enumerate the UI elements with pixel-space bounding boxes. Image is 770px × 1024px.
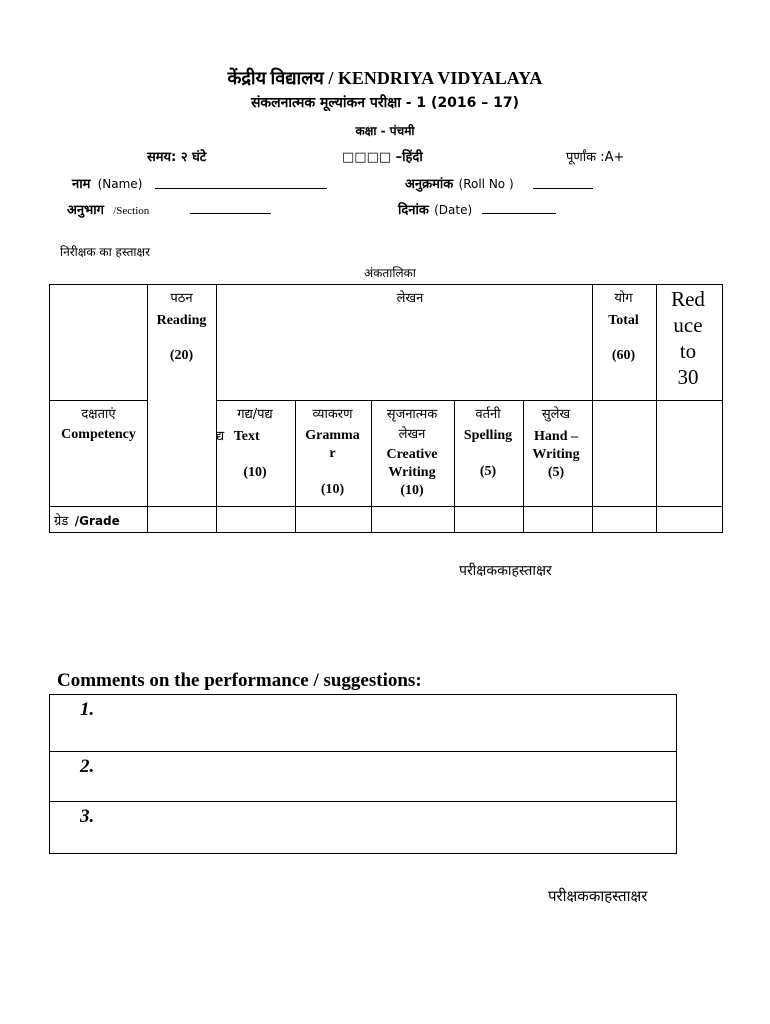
reading-header bbox=[147, 290, 216, 365]
grade-en: /Grade bbox=[74, 514, 120, 528]
total-en: Total bbox=[608, 313, 639, 328]
roll-label-en: (Roll No ) bbox=[458, 177, 514, 191]
reading-hi: पठन bbox=[170, 291, 193, 306]
creative-en-1: Creative bbox=[386, 447, 438, 462]
comment-row-3[interactable] bbox=[50, 802, 677, 854]
text-en: Text bbox=[233, 429, 260, 444]
reduce-word-1: Red bbox=[671, 287, 705, 311]
comments-heading: Comments on the performance / suggestions: bbox=[57, 670, 422, 691]
comments-table bbox=[49, 694, 677, 854]
reading-en: Reading bbox=[156, 313, 207, 328]
exam-title: संकलनात्मक मूल्यांकन परीक्षा - 1 (2016 – 17) bbox=[250, 95, 520, 111]
examiner-signature-1: परीक्षककाहस्ताक्षर bbox=[459, 563, 552, 579]
roll-label-hi: अनुक्रमांक bbox=[405, 177, 454, 192]
grade-grammar-cell[interactable] bbox=[296, 507, 372, 533]
handwriting-hi: सुलेख bbox=[541, 407, 571, 422]
grade-creative-cell[interactable] bbox=[372, 507, 455, 533]
name-label-en: (Name) bbox=[97, 177, 143, 191]
creative-hi-2: लेखन bbox=[398, 427, 426, 442]
text-line-2 bbox=[216, 428, 294, 446]
spelling-marks: (5) bbox=[479, 464, 497, 479]
total-header bbox=[592, 290, 655, 365]
spelling-hi: वर्तनी bbox=[475, 407, 501, 422]
writing-header: लेखन bbox=[396, 291, 424, 306]
grade-header bbox=[54, 512, 120, 531]
name-field-label bbox=[72, 174, 142, 192]
roll-field-label bbox=[405, 174, 514, 192]
text-header bbox=[216, 406, 294, 482]
reading-marks: (20) bbox=[169, 348, 194, 363]
grade-reading-cell[interactable] bbox=[148, 507, 217, 533]
date-field-label bbox=[398, 200, 472, 218]
handwriting-marks: (5) bbox=[547, 465, 565, 480]
creative-marks: (10) bbox=[400, 483, 424, 498]
grade-total-cell[interactable] bbox=[593, 507, 657, 533]
handwriting-header bbox=[522, 406, 590, 482]
creative-writing-header bbox=[371, 406, 453, 500]
roll-field[interactable] bbox=[533, 188, 593, 189]
inspector-signature-label: निरीक्षक का हस्ताक्षर bbox=[60, 245, 151, 259]
name-field[interactable] bbox=[155, 188, 327, 189]
grammar-hi: व्याकरण bbox=[312, 407, 353, 422]
section-label-en: /Section bbox=[113, 205, 150, 217]
grammar-en-1: Gramma bbox=[305, 428, 360, 443]
max-marks-label: पूर्णांक :A+ bbox=[566, 150, 625, 165]
grammar-header bbox=[295, 406, 370, 499]
comment-number-1: 1. bbox=[80, 699, 95, 720]
grade-hi: ग्रेड bbox=[54, 514, 69, 529]
comment-row-2[interactable] bbox=[50, 752, 677, 802]
comment-number-3: 3. bbox=[80, 806, 95, 827]
spelling-en: Spelling bbox=[463, 428, 513, 443]
handwriting-en-2: Writing bbox=[532, 447, 580, 462]
competency-header bbox=[50, 406, 147, 444]
section-field[interactable] bbox=[190, 213, 271, 214]
spelling-header bbox=[454, 406, 522, 481]
total-value-cell[interactable] bbox=[593, 401, 657, 507]
creative-en-2: Writing bbox=[388, 465, 436, 480]
marks-table-caption: अंकतालिका bbox=[364, 266, 416, 280]
subject-label: □□□□ –हिंदी bbox=[342, 150, 423, 165]
examiner-signature-2: परीक्षककाहस्ताक्षर bbox=[548, 887, 648, 905]
date-label-en: (Date) bbox=[434, 203, 473, 217]
grammar-marks: (10) bbox=[320, 482, 345, 497]
text-hi: गद्य/पद्य bbox=[237, 407, 273, 422]
total-marks: (60) bbox=[611, 348, 636, 363]
creative-hi: सृजनात्मक bbox=[386, 407, 438, 422]
class-label: कक्षा - पंचमी bbox=[355, 124, 415, 138]
date-field[interactable] bbox=[482, 213, 556, 214]
grade-spelling-cell[interactable] bbox=[455, 507, 524, 533]
school-title: केंद्रीय विद्यालय / KENDRIYA VIDYALAYA bbox=[227, 68, 543, 88]
date-label-hi: दिनांक bbox=[398, 203, 429, 218]
comment-number-2: 2. bbox=[80, 756, 95, 777]
competency-hi: दक्षताएं bbox=[81, 407, 116, 422]
grade-reduced-cell[interactable] bbox=[657, 507, 723, 533]
name-label-hi: नाम bbox=[72, 177, 91, 192]
text-hi-2: द्य bbox=[216, 429, 225, 444]
section-field-label bbox=[67, 200, 149, 218]
grade-text-cell[interactable] bbox=[217, 507, 296, 533]
competency-en: Competency bbox=[61, 427, 136, 442]
reduced-value-cell[interactable] bbox=[657, 401, 723, 507]
comment-row-1[interactable] bbox=[50, 695, 677, 752]
handwriting-en-1: Hand – bbox=[534, 429, 578, 444]
total-hi: योग bbox=[614, 291, 633, 306]
text-marks: (10) bbox=[243, 465, 267, 480]
reduce-word-3: to bbox=[679, 339, 697, 363]
grammar-en-2: r bbox=[329, 446, 336, 461]
section-label-hi: अनुभाग bbox=[67, 203, 104, 218]
reduce-word-2: uce bbox=[673, 313, 703, 337]
reduce-word-4: 30 bbox=[677, 365, 699, 389]
blank-header-cell bbox=[50, 285, 148, 401]
time-label: समय: २ घंटे bbox=[147, 150, 207, 165]
grade-handwriting-cell[interactable] bbox=[524, 507, 593, 533]
reduce-to-30 bbox=[656, 286, 720, 390]
